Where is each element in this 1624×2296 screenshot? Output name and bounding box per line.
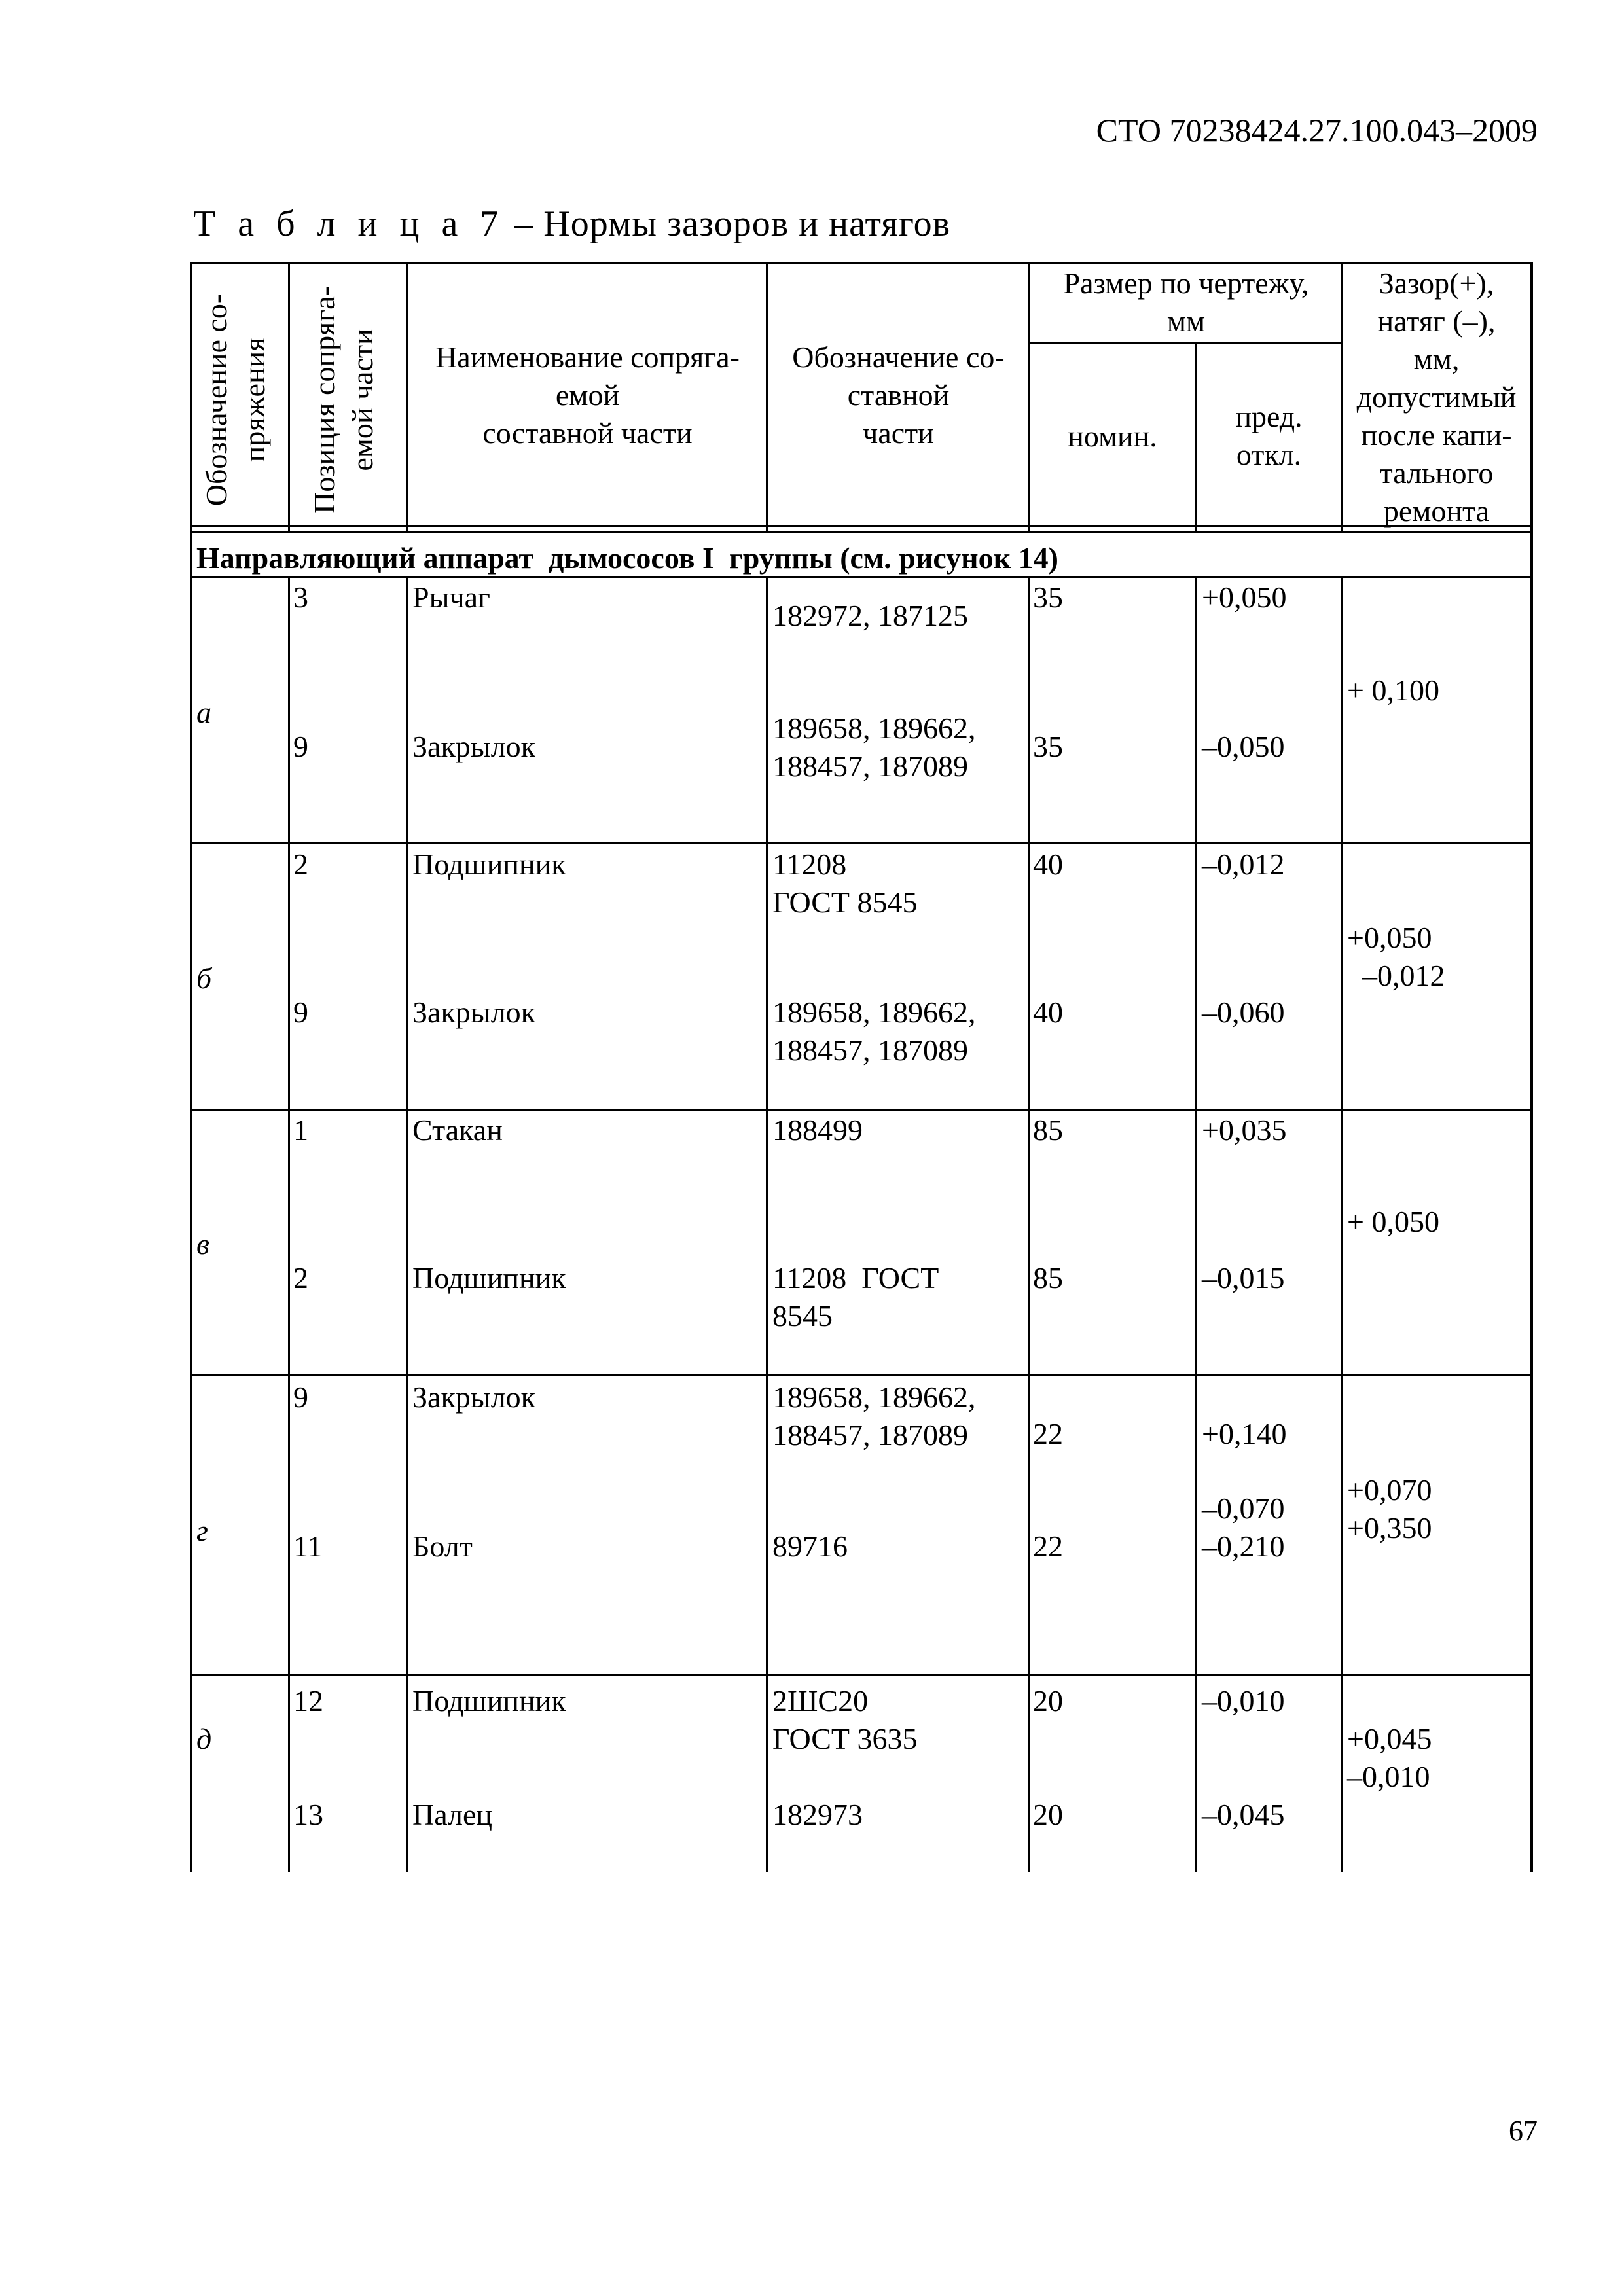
- size-nominal: 85: [1033, 1113, 1063, 1147]
- size-nominal: 35: [1033, 730, 1063, 763]
- part-position: 9: [293, 730, 308, 763]
- header-clearance: Зазор(+), натяг (–), мм, допустимый после капи- тального ремонта: [1356, 266, 1517, 528]
- mating-mark: б: [196, 961, 212, 995]
- header-part-code: Обозначение со- ставной части: [792, 340, 1005, 450]
- clearance-value: + 0,050: [1347, 1205, 1439, 1238]
- size-nominal: 85: [1033, 1261, 1063, 1295]
- clearance-value: +0,050 –0,012: [1347, 921, 1445, 992]
- part-name: Закрылок: [412, 1380, 536, 1414]
- size-deviation: +0,140: [1202, 1417, 1287, 1450]
- part-name: Подшипник: [412, 1684, 566, 1717]
- document-code: СТО 70238424.27.100.043–2009: [1096, 112, 1538, 149]
- header-part-position: Позиция сопряга- емой части: [308, 286, 379, 514]
- size-deviation: –0,015: [1202, 1261, 1285, 1295]
- size-nominal: 35: [1033, 581, 1063, 614]
- size-nominal: 20: [1033, 1684, 1063, 1717]
- size-nominal: 22: [1033, 1530, 1063, 1563]
- part-name: Стакан: [412, 1113, 503, 1147]
- part-position: 12: [293, 1684, 323, 1717]
- part-position: 9: [293, 996, 308, 1029]
- clearance-value: +0,070 +0,350: [1347, 1473, 1432, 1545]
- part-position: 11: [293, 1530, 323, 1563]
- size-deviation: –0,210: [1202, 1530, 1285, 1563]
- part-position: 1: [293, 1113, 308, 1147]
- clearance-value: + 0,100: [1347, 673, 1439, 707]
- part-code: 11208 ГОСТ 8545: [772, 848, 918, 919]
- size-nominal: 40: [1033, 996, 1063, 1029]
- part-name: Подшипник: [412, 848, 566, 881]
- clearance-value: +0,045 –0,010: [1347, 1722, 1432, 1793]
- size-nominal: 22: [1033, 1417, 1063, 1450]
- header-part-name: Наименование сопряга- емой составной части: [435, 340, 740, 450]
- part-code: 188499: [772, 1113, 863, 1147]
- size-nominal: 40: [1033, 848, 1063, 881]
- part-code: 189658, 189662, 188457, 187089: [772, 711, 976, 783]
- page-number: 67: [1509, 2115, 1538, 2147]
- part-position: 2: [293, 1261, 308, 1295]
- mating-mark: г: [196, 1514, 208, 1547]
- part-code: 189658, 189662, 188457, 187089: [772, 1380, 976, 1452]
- size-deviation: –0,012: [1202, 848, 1285, 881]
- size-deviation: –0,060: [1202, 996, 1285, 1029]
- mating-mark: д: [196, 1722, 212, 1755]
- part-name: Палец: [412, 1798, 493, 1831]
- part-name: Закрылок: [412, 996, 536, 1029]
- part-position: 13: [293, 1798, 323, 1831]
- part-code: 182972, 187125: [772, 599, 968, 632]
- header-mating-designation: Обозначение со- пряжения: [200, 293, 271, 507]
- header-drawing-size: Размер по чертежу, мм: [1063, 266, 1309, 338]
- part-name: Закрылок: [412, 730, 536, 763]
- size-deviation: –0,070: [1202, 1492, 1285, 1525]
- size-deviation: –0,050: [1202, 730, 1285, 763]
- part-code: 11208 ГОСТ 8545: [772, 1261, 939, 1333]
- part-code: 2ШС20 ГОСТ 3635: [772, 1684, 918, 1755]
- part-position: 3: [293, 581, 308, 614]
- part-code: 89716: [772, 1530, 848, 1563]
- header-deviation: пред. откл.: [1235, 400, 1303, 471]
- header-nominal: номин.: [1068, 420, 1157, 453]
- size-deviation: –0,010: [1202, 1684, 1285, 1717]
- part-position: 2: [293, 848, 308, 881]
- table-title-text: – Нормы зазоров и натягов: [514, 204, 951, 244]
- part-code: 189658, 189662, 188457, 187089: [772, 996, 976, 1067]
- table-title-label: Т а б л и ц а 7: [193, 204, 505, 244]
- part-position: 9: [293, 1380, 308, 1414]
- part-code: 182973: [772, 1798, 863, 1831]
- size-deviation: +0,050: [1202, 581, 1287, 614]
- size-deviation: –0,045: [1202, 1798, 1285, 1831]
- mating-mark: а: [196, 696, 211, 729]
- size-nominal: 20: [1033, 1798, 1063, 1831]
- part-name: Подшипник: [412, 1261, 566, 1295]
- group-title: Направляющий аппарат дымососов I группы (см. рисунок 14): [196, 541, 1058, 575]
- part-name: Рычаг: [412, 581, 490, 614]
- part-name: Болт: [412, 1530, 473, 1563]
- mating-mark: в: [196, 1227, 209, 1261]
- size-deviation: +0,035: [1202, 1113, 1287, 1147]
